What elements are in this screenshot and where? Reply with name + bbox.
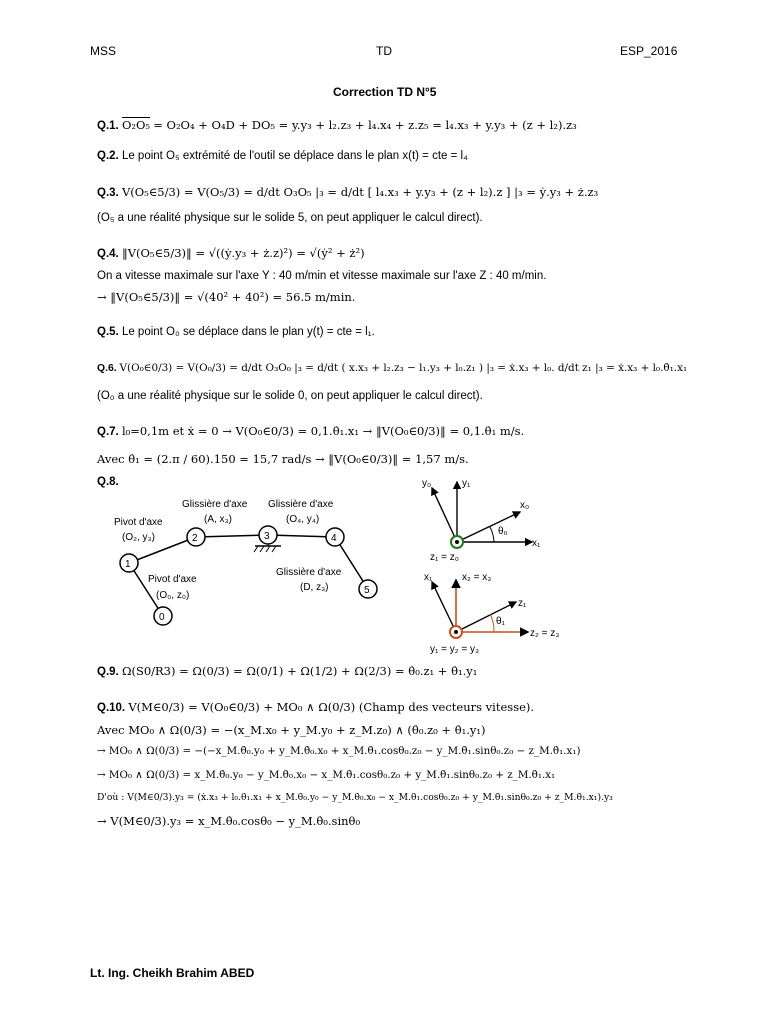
svg-text:4: 4 [331, 533, 337, 544]
q2-label: Q.2. [97, 150, 119, 162]
label-glissiere-d-sub: (D, z₃) [300, 582, 329, 593]
svg-text:3: 3 [264, 531, 270, 542]
fig2-y: y₁ = y₂ = y₃ [430, 644, 480, 655]
header-left: MSS [90, 44, 117, 58]
kinematic-diagram [100, 490, 400, 630]
node-0 [154, 607, 172, 625]
q9 [97, 664, 477, 678]
q6-label: Q.6. [97, 363, 117, 374]
fig1-x1: x₁ [532, 538, 541, 549]
node-5 [359, 580, 377, 598]
node-1 [120, 554, 138, 572]
q1-rhs: = O₂O₄ + O₄D + DO₅ = y.y₃ + l₂.z₃ + l₄.x₄ + z.z₅ = l₄.x₃ + y.y₃ + (z + l₂).z₃ [153, 118, 577, 132]
node-3 [259, 526, 277, 544]
q7-line1: l₀=0,1m et ẋ = 0 → V(O₀∈0/3) = 0,1.θ̇₁.x₁ → ‖V(O₀∈0/3)‖ = 0,1.θ̇₁ m/s. [121, 424, 525, 438]
q10-l3: → MO₀ ∧ Ω(0/3) = −(−x_M.θ̇₀.y₀ + y_M.θ̇₀.x₀ + x_M.θ̇₁.cosθ₀.z₀ − y_M.θ̇₁.sinθ₀.z₀ − z_M.θ̇₁.x₁) [97, 745, 581, 757]
q5 [97, 326, 375, 338]
label-glissiere-o4-sub: (O₄, y₄) [286, 514, 320, 525]
svg-text:0: 0 [159, 612, 165, 623]
header-center: TD [376, 44, 392, 58]
fig2-x1: x₁ [424, 572, 433, 583]
footer-author: Lt. Ing. Cheikh Brahim ABED [90, 966, 255, 980]
q7-line2: Avec θ̇₁ = (2.π / 60).150 = 15,7 rad/s → ‖V(O₀∈0/3)‖ = 1,57 m/s. [97, 452, 469, 466]
q4-text: On a vitesse maximale sur l'axe Y : 40 m/min et vitesse maximale sur l'axe Z : 40 m/min. [97, 270, 547, 282]
q4-eq: ‖V(O₅∈5/3)‖ = √((ẏ.y₃ + ż.z)²) = √(ẏ² + ż²) [121, 246, 365, 260]
q2 [97, 150, 468, 162]
rotation-figure-theta1 [412, 566, 572, 656]
q10-l1: V(M∈0/3) = V(O₀∈0/3) + MO₀ ∧ Ω(0/3) (Champ des vecteurs vitesse). [128, 700, 535, 714]
label-pivot-o0: Pivot d'axe [148, 574, 197, 585]
q6-note: (O₀ a une réalité physique sur le solide 0, on peut appliquer le calcul direct). [97, 390, 483, 402]
q6-eq: V(O₀∈0/3) = V(O₀/3) = d/dt O₃O₀ |₃ = d/dt ( x.x₃ + l₂.z₃ − l₁.y₃ + l₀.z₁ ) |₃ = ẋ.x₃ + l₀. d/dt z₁ |₃ = ẋ.x₃ + l₀.θ̇₁.x₁ [119, 362, 688, 374]
q5-text: Le point O₀ se déplace dans le plan y(t) = cte = l₁. [121, 326, 375, 338]
fig2-x2: x₂ = x₃ [462, 572, 492, 583]
label-glissiere-d: Glissière d'axe [276, 567, 342, 578]
q6 [97, 362, 687, 374]
q10-l6: → V(M∈0/3).y₃ = x_M.θ̇₀.cosθ₀ − y_M.θ̇₀.sinθ₀ [97, 814, 361, 828]
q4-label: Q.4. [97, 248, 119, 260]
fig1-x0: x₀ [520, 500, 530, 511]
q3 [97, 185, 598, 199]
header-right: ESP_2016 [620, 44, 678, 58]
label-glissiere-a: Glissière d'axe [182, 499, 248, 510]
fig2-z1: z₁ [518, 598, 527, 609]
q3-label: Q.3. [97, 187, 119, 199]
node-4 [326, 528, 344, 546]
q1-lhs: O₂O₅ [121, 118, 151, 132]
label-pivot-o2: Pivot d'axe [114, 517, 163, 528]
q9-label: Q.9. [97, 666, 119, 678]
q8-label: Q.8. [97, 476, 119, 488]
q4 [97, 246, 365, 260]
label-glissiere-o4: Glissière d'axe [268, 499, 334, 510]
page-title: Correction TD N°5 [333, 85, 437, 99]
svg-text:5: 5 [364, 585, 370, 596]
fig1-y1: y₁ [462, 478, 471, 489]
q5-label: Q.5. [97, 326, 119, 338]
q10-l4: → MO₀ ∧ Ω(0/3) = x_M.θ̇₀.y₀ − y_M.θ̇₀.x₀ − x_M.θ̇₁.cosθ₀.z₀ + y_M.θ̇₁.sinθ₀.z₀ + z_M.θ̇₁.x₁ [97, 769, 556, 781]
fig1-z: z₁ = z₀ [430, 552, 459, 563]
fig1-y0: y₀ [422, 478, 432, 489]
q3-note: (O₅ a une réalité physique sur le solide 5, on peut appliquer le calcul direct). [97, 212, 483, 224]
svg-text:2: 2 [192, 533, 198, 544]
fig2-theta: θ₁ [496, 616, 505, 627]
q3-eq: V(O₅∈5/3) = V(O₅/3) = d/dt O₃O₅ |₃ = d/dt [ l₄.x₃ + y.y₃ + (z + l₂).z ] |₃ = ẏ.y₃ + ż.z₃ [121, 185, 599, 199]
q10-l2: Avec MO₀ ∧ Ω(0/3) = −(x_M.x₀ + y_M.y₀ + z_M.z₀) ∧ (θ̇₀.z₀ + θ̇₁.y₁) [97, 723, 486, 737]
node-2 [187, 528, 205, 546]
q7-label: Q.7. [97, 426, 119, 438]
rotation-figure-theta0 [412, 470, 552, 565]
q10-l5: D'où : V(M∈0/3).y₃ = (ẋ.x₃ + l₀.θ̇₁.x₁ + x_M.θ̇₀.y₀ − y_M.θ̇₀.x₀ − x_M.θ̇₁.cosθ₀.z₀ + y_M.θ̇₁.sinθ₀.z₀ + z_M.θ̇₁.x₁).y₃ [97, 792, 613, 803]
svg-text:1: 1 [125, 559, 131, 570]
label-glissiere-a-sub: (A, x₃) [204, 514, 232, 525]
label-pivot-o2-sub: (O₂, y₃) [122, 532, 155, 543]
fig1-theta: θ₀ [498, 526, 508, 537]
q1 [97, 118, 577, 132]
q10 [97, 700, 534, 714]
fig2-z2: z₂ = z₃ [530, 628, 560, 639]
q4-result: → ‖V(O₅∈5/3)‖ = √(40² + 40²) = 56.5 m/min. [97, 290, 356, 304]
q1-label: Q.1. [97, 120, 119, 132]
q10-label: Q.10. [97, 702, 126, 714]
q9-eq: Ω(S0/R3) = Ω(0/3) = Ω(0/1) + Ω(1/2) + Ω(2/3) = θ̇₀.z₁ + θ̇₁.y₁ [121, 664, 478, 678]
q2-text: Le point O₅ extrémité de l'outil se déplace dans le plan x(t) = cte = l₄ [121, 150, 468, 162]
label-pivot-o0-sub: (O₀, z₀) [156, 590, 190, 601]
q7 [97, 424, 524, 438]
